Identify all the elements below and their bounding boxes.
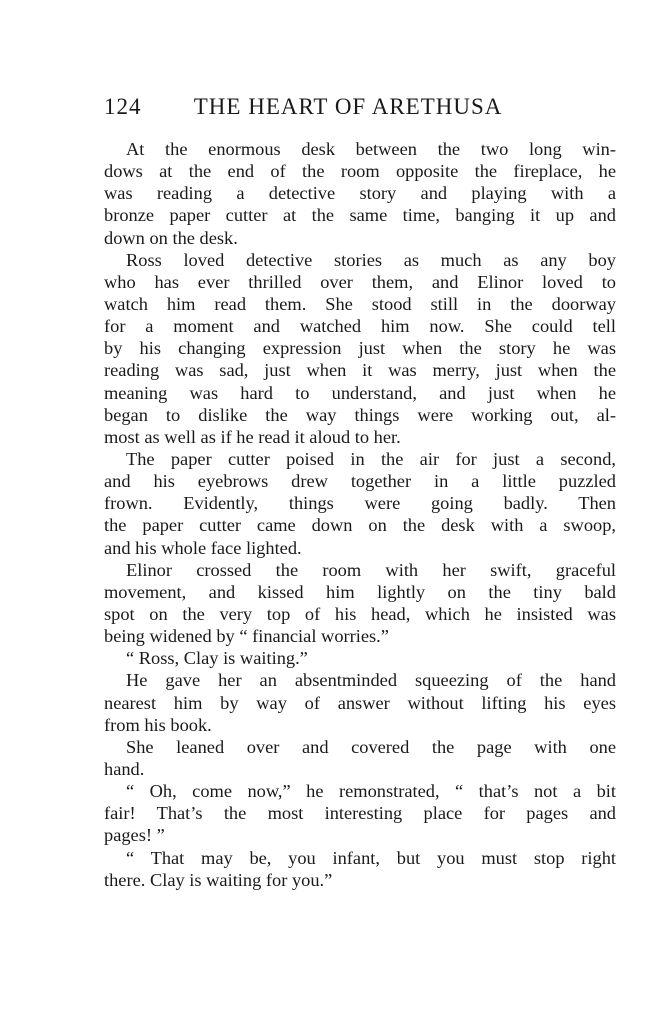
text-line: meaning was hard to understand, and just when he [104, 382, 616, 403]
text-line: Elinor crossed the room with her swift, graceful [126, 559, 616, 580]
page-header [104, 94, 616, 120]
text-line: “ Oh, come now,” he remonstrated, “ that’s not a bit [126, 781, 616, 802]
text-line: being widened by “ financial worries.” [104, 626, 389, 647]
text-line: dows at the end of the room opposite the fireplace, he [104, 161, 616, 182]
text-line: who has ever thrilled over them, and Elinor loved to [104, 271, 616, 292]
text-line: and his eyebrows drew together in a little puzzled [104, 471, 616, 492]
text-line: spot on the very top of his head, which he insisted was [104, 603, 616, 624]
text-line: reading was sad, just when it was merry, just when the [104, 360, 616, 381]
body-text [104, 138, 616, 891]
text-line: “ That may be, you infant, but you must stop right [126, 847, 616, 868]
text-line: She leaned over and covered the page with one [126, 736, 616, 757]
text-line: for a moment and watched him now. She could tell [104, 316, 616, 337]
text-line: pages! ” [104, 825, 165, 846]
text-line: there. Clay is waiting for you.” [104, 869, 333, 890]
page-number: 124 [104, 94, 142, 119]
text-line: was reading a detective story and playing with a [104, 183, 616, 204]
text-line: from his book. [104, 714, 212, 735]
text-line: At the enormous desk between the two long win- [126, 139, 616, 159]
text-line: movement, and kissed him lightly on the tiny bald [104, 581, 616, 602]
text-line: “ Ross, Clay is waiting.” [126, 648, 308, 669]
text-line: by his changing expression just when the story he was [104, 338, 616, 359]
text-line: and his whole face lighted. [104, 537, 302, 558]
text-line: watch him read them. She stood still in the doorway [104, 293, 616, 314]
text-line: bronze paper cutter at the same time, banging it up and [104, 205, 616, 226]
text-line: the paper cutter came down on the desk with a swoop, [104, 515, 616, 536]
text-line: frown. Evidently, things were going badly. Then [104, 493, 616, 514]
text-line: hand. [104, 758, 145, 779]
text-line: began to dislike the way things were working out, al- [104, 404, 616, 425]
text-line: The paper cutter poised in the air for just a second, [126, 448, 616, 469]
text-line: nearest him by way of answer without lifting his eyes [104, 692, 616, 713]
text-line: most as well as if he read it aloud to her. [104, 426, 401, 447]
text-line: down on the desk. [104, 227, 238, 248]
running-title: THE HEART OF ARETHUSA [193, 94, 503, 119]
text-line: Ross loved detective stories as much as any boy [126, 249, 616, 270]
text-line: fair! That’s the most interesting place for pages and [104, 803, 616, 824]
text-line: He gave her an absentminded squeezing of the hand [126, 670, 616, 691]
